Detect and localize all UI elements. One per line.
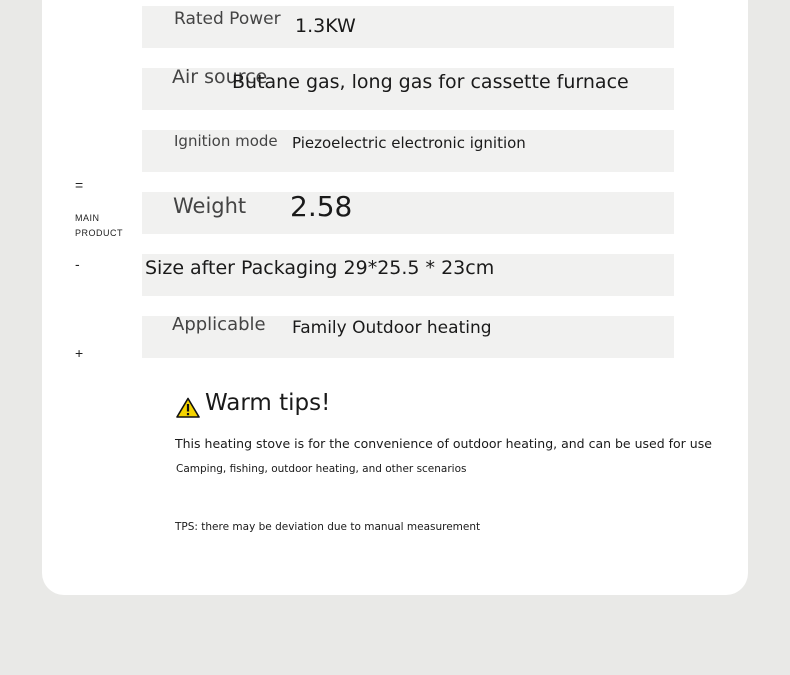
applicable-label: Applicable — [172, 314, 266, 335]
rated-power-value: 1.3KW — [295, 15, 356, 37]
side-product-label: PRODUCT — [75, 228, 123, 238]
weight-label: Weight — [173, 194, 247, 218]
warm-tips-title: Warm tips! — [205, 390, 331, 416]
side-main-label: MAIN — [75, 213, 100, 223]
rated-power-label: Rated Power — [174, 9, 281, 29]
ignition-mode-value: Piezoelectric electronic ignition — [292, 134, 526, 152]
applicable-value: Family Outdoor heating — [292, 318, 492, 338]
side-equals: = — [75, 177, 84, 193]
measurement-note: TPS: there may be deviation due to manual measurement — [175, 521, 481, 533]
side-minus: - — [75, 256, 80, 272]
warning-triangle-icon — [176, 397, 200, 422]
side-plus: + — [75, 345, 84, 361]
air-source-label: Air source — [172, 66, 268, 88]
tips-line-1: This heating stove is for the convenience of outdoor heating, and can be used for use — [175, 436, 712, 451]
ignition-mode-label: Ignition mode — [174, 132, 278, 150]
size-text: Size after Packaging 29*25.5 * 23cm — [145, 257, 495, 279]
weight-value: 2.58 — [290, 190, 353, 223]
air-source-value: Butane gas, long gas for cassette furnace — [232, 71, 629, 93]
tips-line-2: Camping, fishing, outdoor heating, and other scenarios — [176, 463, 467, 475]
